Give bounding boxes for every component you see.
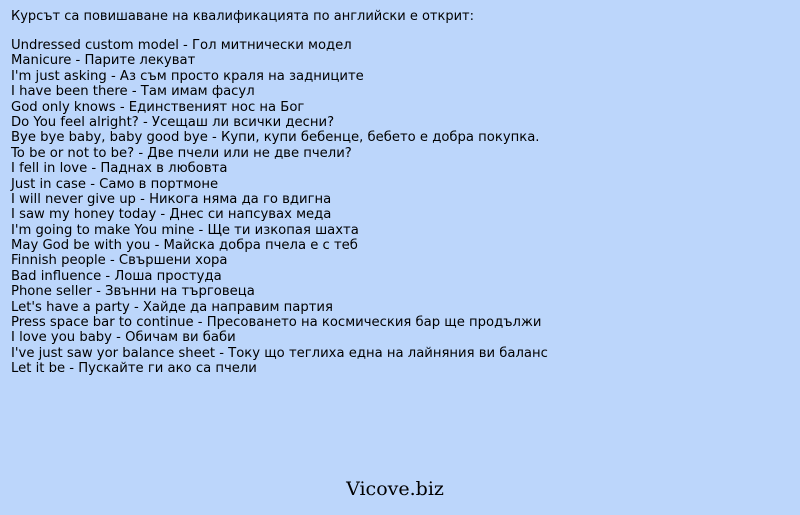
phrase-entry: I will never give up - Никога няма да го вдигна	[11, 191, 332, 207]
phrase-entry: Bye bye baby, baby good bye - Купи, купи бебенце, бебето е добра покупка.	[11, 130, 540, 146]
phrase-entry: Let's have a party - Хайде да направим партия	[11, 299, 333, 315]
phrase-entry: I've just saw yor balance sheet - Току що теглиха една на лайняния ви баланс	[11, 345, 548, 361]
phrase-entry: Do You feel alright? - Усещаш ли всички десни?	[11, 114, 335, 130]
phrase-entry: Phone seller - Звънни на търговеца	[11, 284, 255, 300]
site-watermark: Vicove.biz	[346, 478, 444, 500]
phrase-entry: I'm going to make You mine - Ще ти изкопая шахта	[11, 222, 359, 238]
phrase-entry: Let it be - Пускайте ги ако са пчели	[11, 361, 257, 377]
phrase-entry: Undressed custom model - Гол митнически модел	[11, 38, 352, 53]
phrase-entry: Finnish people - Свършени хора	[11, 253, 228, 269]
phrase-entry: Press space bar to continue - Пресоването на космическия бар ще продължи	[11, 315, 542, 331]
page-heading: Курсът са повишаване на квалификацията по английски е открит:	[11, 9, 474, 24]
phrase-entry: I'm just asking - Аз съм просто краля на задниците	[11, 68, 364, 84]
phrase-entry: I have been there - Там имам фасул	[11, 84, 255, 100]
phrase-entry: May God be with you - Майска добра пчела е с теб	[11, 238, 358, 254]
phrase-entry: Just in case - Само в портмоне	[11, 176, 219, 192]
phrase-entry: Bad influence - Лоша простуда	[11, 268, 222, 284]
phrase-list	[11, 38, 548, 377]
phrase-entry: Manicure - Парите лекуват	[11, 53, 196, 69]
phrase-entry: I love you baby - Обичам ви баби	[11, 330, 236, 346]
phrase-entry: I fell in love - Паднах в любовта	[11, 161, 228, 177]
phrase-entry: I saw my honey today - Днес си напсувах меда	[11, 207, 332, 223]
phrase-entry: God only knows - Единственият нос на Бог	[11, 99, 305, 115]
phrase-entry: To be or not to be? - Две пчели или не две пчели?	[11, 145, 352, 161]
